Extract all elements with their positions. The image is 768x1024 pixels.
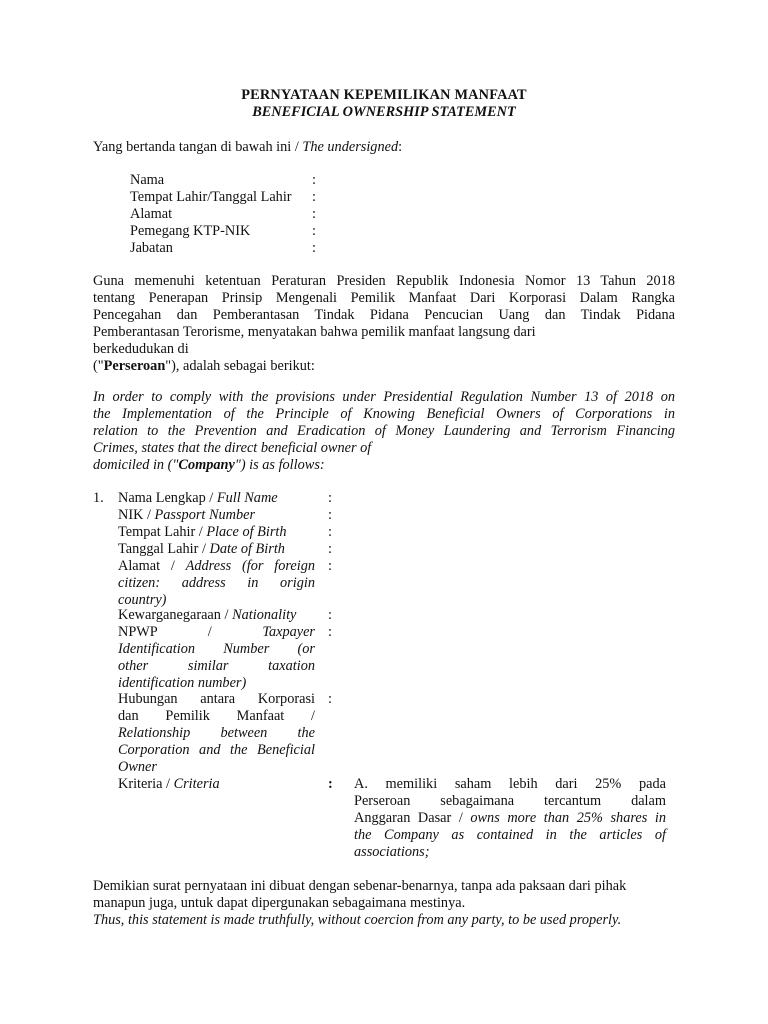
field-colon: : bbox=[328, 776, 333, 792]
identity-field-colon: : bbox=[312, 172, 316, 188]
field-colon: : bbox=[328, 507, 332, 523]
owner-field-criteria bbox=[118, 776, 315, 793]
paragraph-text: domiciled in (" bbox=[93, 457, 179, 473]
field-colon: : bbox=[328, 691, 332, 707]
paragraph-line: the Implementation of the Principle of Knowing Beneficial Owners of Corporations in bbox=[93, 406, 675, 422]
paragraph-line: relation to the Prevention and Eradication of Money Laundering and Terrorism Financing bbox=[93, 423, 675, 439]
closing-line: manapun juga, untuk dapat dipergunakan sebagaimana mestinya. bbox=[93, 895, 466, 911]
field-colon: : bbox=[328, 541, 332, 557]
criteria-line bbox=[354, 810, 666, 827]
owner-field-nationality bbox=[118, 607, 315, 624]
closing-statement bbox=[93, 878, 677, 929]
paragraph-line: Guna memenuhi ketentuan Peraturan Presiden Republik Indonesia Nomor 13 Tahun 2018 bbox=[93, 273, 675, 289]
owner-number: 1. bbox=[93, 490, 104, 506]
field-label-line bbox=[118, 742, 315, 759]
identity-field-colon: : bbox=[312, 240, 316, 256]
intro-text: Yang bertanda tangan di bawah ini / bbox=[93, 139, 303, 155]
field-label: dan Pemilik Manfaat / bbox=[118, 708, 315, 724]
paragraph-line: Pencegahan dan Pemberantasan Tindak Pidana Pencucian Uang dan Tindak Pidana bbox=[93, 307, 675, 323]
owner-field-relationship bbox=[118, 691, 315, 776]
criteria-line bbox=[354, 793, 666, 810]
identity-field-row bbox=[130, 206, 330, 223]
field-label-line bbox=[118, 725, 315, 742]
identity-field-row bbox=[130, 240, 330, 257]
criteria-text-english: the Company as contained in the articles of bbox=[354, 827, 666, 843]
owner-field-address bbox=[118, 558, 315, 609]
owner-field-full-name bbox=[118, 490, 315, 507]
paragraph-line bbox=[93, 457, 675, 474]
paragraph-line: Pemberantasan Terorisme, menyatakan bahwa pemilik manfaat langsung dari bbox=[93, 324, 536, 340]
field-label-english: other similar taxation bbox=[118, 658, 315, 674]
field-colon: : bbox=[328, 624, 332, 640]
field-label: Kriteria / bbox=[118, 776, 174, 792]
field-label-english: identification number) bbox=[118, 675, 247, 691]
criteria-text-english: associations; bbox=[354, 844, 430, 860]
intro-text-english: The undersigned bbox=[302, 139, 399, 155]
field-label-line bbox=[118, 776, 315, 793]
paragraph-text: ") is as follows: bbox=[234, 457, 325, 473]
owner-field-npwp bbox=[118, 624, 315, 692]
identity-field-label: Pemegang KTP-NIK bbox=[130, 223, 251, 239]
document-title: PERNYATAAN KEPEMILIKAN MANFAAT bbox=[241, 87, 527, 103]
field-label-english: Place of Birth bbox=[206, 524, 287, 540]
statement-paragraph-english bbox=[93, 389, 675, 474]
field-label-english: Taxpayer bbox=[262, 624, 315, 640]
field-label-english: Full Name bbox=[216, 490, 278, 506]
intro-line bbox=[93, 139, 402, 156]
identity-field-label: Jabatan bbox=[130, 240, 173, 256]
field-colon: : bbox=[328, 524, 332, 540]
field-label: NPWP / bbox=[118, 624, 263, 640]
identity-field-label: Alamat bbox=[130, 206, 173, 222]
criteria-line bbox=[354, 844, 666, 861]
field-label-line bbox=[118, 624, 315, 641]
criteria-text: A. memiliki saham lebih dari 25% pada bbox=[354, 776, 666, 792]
perseroan-term: Perseroan bbox=[103, 358, 166, 374]
criteria-text-english: owns more than 25% shares in bbox=[470, 810, 666, 826]
field-label-english: Relationship between the bbox=[118, 725, 315, 741]
paragraph-text: (" bbox=[93, 358, 104, 374]
criteria-description bbox=[354, 776, 666, 861]
paragraph-line: berkedudukan di bbox=[93, 341, 189, 357]
field-label-line bbox=[118, 708, 315, 725]
identity-field-row bbox=[130, 172, 330, 189]
field-label: NIK / bbox=[118, 507, 155, 523]
owner-field-date-of-birth bbox=[118, 541, 315, 558]
field-label-line bbox=[118, 641, 315, 658]
field-label-english: Address (for foreign bbox=[185, 558, 315, 574]
field-colon: : bbox=[328, 607, 332, 623]
field-colon: : bbox=[328, 490, 332, 506]
identity-field-label: Tempat Lahir/Tanggal Lahir bbox=[130, 189, 292, 205]
paragraph-line: tentang Penerapan Prinsip Mengenali Pemilik Manfaat Dari Korporasi Dalam Rangka bbox=[93, 290, 675, 306]
field-label: Hubungan antara Korporasi bbox=[118, 691, 315, 707]
field-label: Tempat Lahir / bbox=[118, 524, 207, 540]
field-label: Kewarganegaraan / bbox=[118, 607, 233, 623]
field-label-line bbox=[118, 524, 315, 541]
company-term: Company bbox=[178, 457, 235, 473]
owner-field-nik bbox=[118, 507, 315, 524]
criteria-line bbox=[354, 776, 666, 793]
field-label-english: Date of Birth bbox=[209, 541, 285, 557]
field-label-line bbox=[118, 507, 315, 524]
field-label-line bbox=[118, 658, 315, 675]
field-label: Alamat / bbox=[118, 558, 186, 574]
identity-field-row bbox=[130, 223, 330, 240]
field-label-english: Owner bbox=[118, 759, 157, 775]
criteria-line bbox=[354, 827, 666, 844]
document-title-english: BENEFICIAL OWNERSHIP STATEMENT bbox=[252, 104, 516, 120]
field-label-english: Corporation and the Beneficial bbox=[118, 742, 315, 758]
field-label-english: Nationality bbox=[232, 607, 297, 623]
criteria-text: Perseroan sebagaimana tercantum dalam bbox=[354, 793, 666, 809]
identity-field-colon: : bbox=[312, 223, 316, 239]
closing-line-english: Thus, this statement is made truthfully, without coercion from any party, to be used properly. bbox=[93, 912, 622, 928]
paragraph-line: Crimes, states that the direct beneficial owner of bbox=[93, 440, 372, 456]
field-label-english: Criteria bbox=[173, 776, 220, 792]
signatory-identity-fields bbox=[130, 172, 330, 257]
field-label-line bbox=[118, 759, 315, 776]
field-label-english: country) bbox=[118, 592, 167, 608]
identity-field-colon: : bbox=[312, 206, 316, 222]
criteria-text: Anggaran Dasar / bbox=[354, 810, 471, 826]
field-label-line bbox=[118, 490, 315, 507]
identity-field-colon: : bbox=[312, 189, 316, 205]
statement-paragraph-indonesian bbox=[93, 273, 675, 375]
field-label: Nama Lengkap / bbox=[118, 490, 217, 506]
field-label-line bbox=[118, 675, 315, 692]
field-label-line bbox=[118, 558, 315, 575]
owner-field-place-of-birth bbox=[118, 524, 315, 541]
field-label-english: Identification Number (or bbox=[118, 641, 315, 657]
field-label-english: Passport Number bbox=[154, 507, 256, 523]
field-label-line bbox=[118, 607, 315, 624]
closing-line: Demikian surat pernyataan ini dibuat dengan sebenar-benarnya, tanpa ada paksaan dari pihak bbox=[93, 878, 627, 894]
field-colon: : bbox=[328, 558, 332, 574]
paragraph-line: In order to comply with the provisions under Presidential Regulation Number 13 of 2018 on bbox=[93, 389, 675, 405]
paragraph-text: "), adalah sebagai berikut: bbox=[165, 358, 315, 374]
field-label-english: citizen: address in origin bbox=[118, 575, 315, 591]
field-label-line bbox=[118, 691, 315, 708]
identity-field-row bbox=[130, 189, 330, 206]
intro-colon: : bbox=[398, 139, 403, 155]
field-label-line bbox=[118, 541, 315, 558]
field-label: Tanggal Lahir / bbox=[118, 541, 210, 557]
identity-field-label: Nama bbox=[130, 172, 165, 188]
paragraph-line bbox=[93, 358, 675, 375]
field-label-line bbox=[118, 575, 315, 592]
